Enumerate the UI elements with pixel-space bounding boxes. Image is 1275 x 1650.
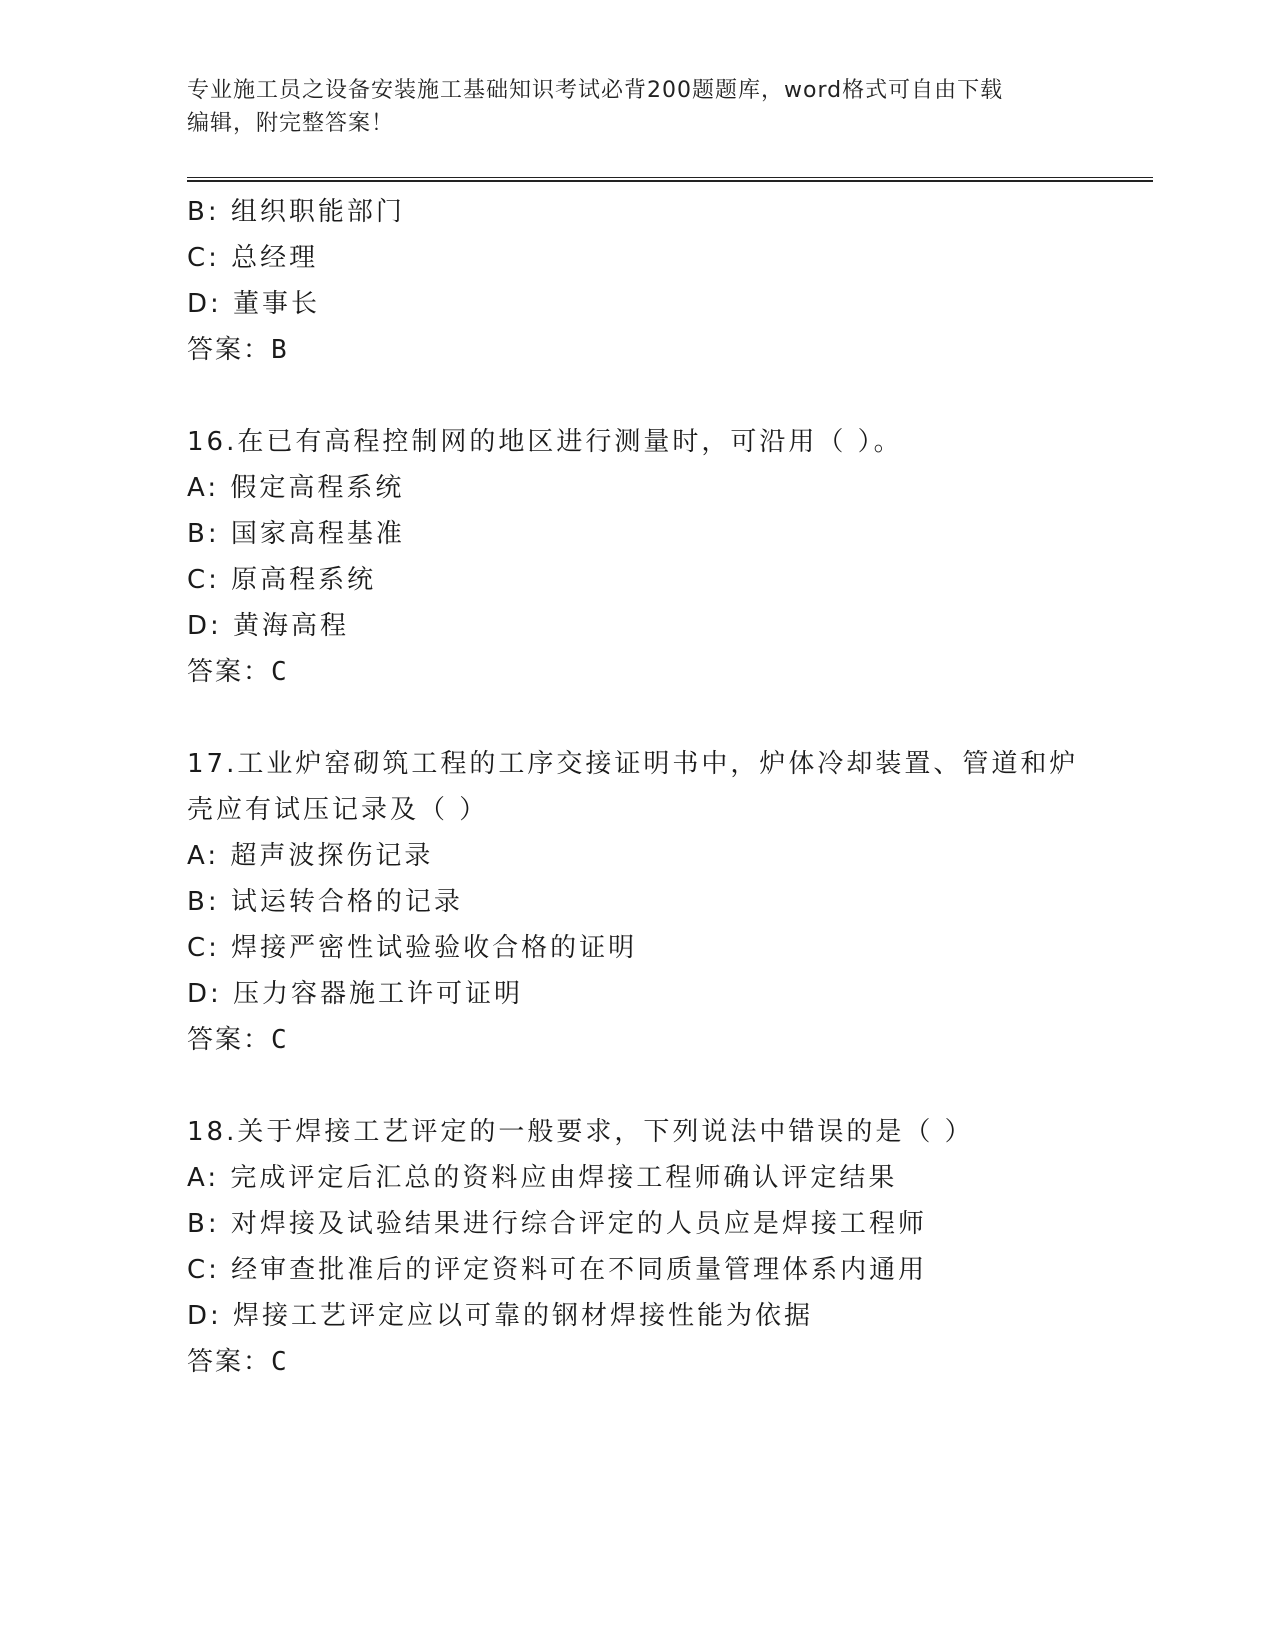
question-stem-continued: 壳应有试压记录及（ ）	[187, 795, 489, 825]
answer-label: 答案：	[187, 335, 272, 365]
answer-value: C	[271, 657, 288, 687]
option-a: A: 完成评定后汇总的资料应由焊接工程师确认评定结果	[187, 1163, 898, 1193]
option-c: C: 经审查批准后的评定资料可在不同质量管理体系内通用	[187, 1255, 928, 1285]
document-body	[187, 189, 1153, 1385]
option-b: B: 对焊接及试验结果进行综合评定的人员应是焊接工程师	[187, 1209, 927, 1239]
spacer	[187, 1063, 1153, 1109]
option-b: B: 国家高程基准	[187, 519, 405, 549]
answer-line	[187, 1017, 1153, 1063]
header-line-2: 编辑，附完整答案！	[187, 111, 395, 136]
option-c: C: 焊接严密性试验验收合格的证明	[187, 933, 638, 963]
spacer	[187, 695, 1153, 741]
answer-label: 答案：	[187, 1025, 272, 1055]
option-b: B: 组织职能部门	[187, 197, 405, 227]
answer-line	[187, 649, 1153, 695]
question-17	[187, 741, 1153, 1063]
partial-question	[187, 189, 1153, 373]
question-stem: 18.关于焊接工艺评定的一般要求，下列说法中错误的是（ ）	[187, 1117, 974, 1147]
answer-line	[187, 1339, 1153, 1385]
option-d: D: 董事长	[187, 289, 321, 319]
option-d: D: 黄海高程	[187, 611, 350, 641]
answer-label: 答案：	[187, 1347, 272, 1377]
answer-line	[187, 327, 1153, 373]
option-b: B: 试运转合格的记录	[187, 887, 463, 917]
answer-label: 答案：	[187, 657, 272, 687]
option-d: D: 压力容器施工许可证明	[187, 979, 524, 1009]
answer-value: B	[271, 335, 288, 365]
header-line-1: 专业施工员之设备安装施工基础知识考试必背200题题库，word格式可自由下载	[187, 78, 1004, 103]
answer-value: C	[271, 1347, 288, 1377]
option-a: A: 超声波探伤记录	[187, 841, 434, 871]
option-c: C: 总经理	[187, 243, 319, 273]
question-stem: 16.在已有高程控制网的地区进行测量时，可沿用（ ）。	[187, 427, 903, 457]
page-header	[187, 74, 1087, 140]
option-d: D: 焊接工艺评定应以可靠的钢材焊接性能为依据	[187, 1301, 814, 1331]
answer-value: C	[271, 1025, 288, 1055]
option-a: A: 假定高程系统	[187, 473, 405, 503]
option-c: C: 原高程系统	[187, 565, 377, 595]
question-stem: 17.工业炉窑砌筑工程的工序交接证明书中，炉体冷却装置、管道和炉	[187, 749, 1079, 779]
header-divider	[187, 177, 1153, 182]
spacer	[187, 373, 1153, 419]
question-16	[187, 419, 1153, 695]
question-18	[187, 1109, 1153, 1385]
